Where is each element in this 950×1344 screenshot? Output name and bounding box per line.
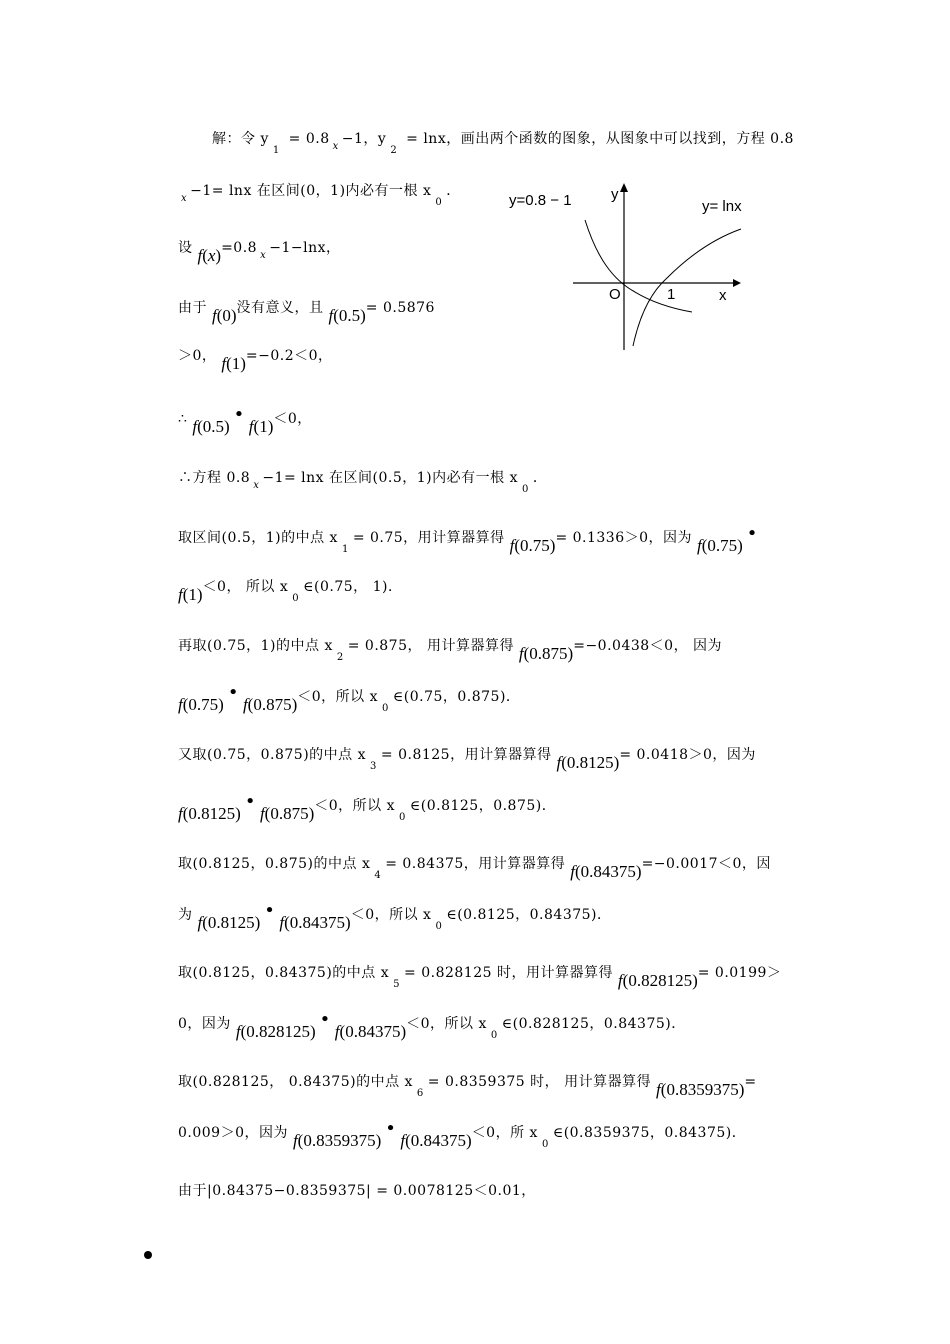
- line-2: $_x$ −1= lnx 在区间(0，1)内必有一根 $x_0$．: [181, 183, 461, 208]
- y-axis-label: y: [611, 186, 619, 203]
- line-8: 取区间(0.5，1)的中点 $x_1= 0.75$，用计算器算得 f(0.75)= 0.1336＞0，因为 f(0.75)•: [178, 523, 758, 555]
- origin-label: O: [609, 286, 621, 303]
- line-17: 0，因为 f(0.828125)•f(0.84375)＜0，所以 $x_0\in(0.828125$，0.84375)．: [178, 1009, 686, 1041]
- line-10: 再取(0.75，1)的中点 $x_2= 0.875$， 用计算器算得 f(0.875)=−0.0438＜0， 因为: [178, 638, 723, 663]
- line-14: 取(0.8125，0.875)的中点 $x_4= 0.84375$，用计算器算得 f(0.84375)=−0.0017＜0，因: [178, 856, 771, 881]
- function-graph: [505, 178, 765, 353]
- line-12: 又取(0.75，0.875)的中点 $x_3= 0.8125$，用计算器算得 f(0.8125)= 0.0418＞0，因为: [178, 747, 756, 772]
- line-11: f(0.75)•f(0.875)＜0，所以 $x_0\in(0.75$，0.875)．: [178, 682, 521, 714]
- bullet-point: [144, 1251, 152, 1259]
- tick-one-label: 1: [667, 286, 676, 303]
- line-15: 为 f(0.8125)•f(0.84375)＜0，所以 $x_0\in(0.8125$，0.84375)．: [178, 900, 612, 932]
- line-19: 0.009＞0，因为 f(0.8359375)•f(0.84375)＜0，所 $x_0\in(0.8359375$，0.84375)．: [178, 1118, 747, 1150]
- line-16: 取(0.8125，0.84375)的中点 $x_5= 0.828125$ 时，用计算器算得 f(0.828125)= 0.0199＞: [178, 965, 782, 990]
- x-axis-label: x: [719, 287, 727, 304]
- line-13: f(0.8125)•f(0.875)＜0，所以 $x_0\in(0.8125$，0.875)．: [178, 791, 557, 823]
- x-axis-arrow: [733, 279, 741, 287]
- line-9: f(1)＜0， 所以 $x_0\in(0.75$， 1)．: [178, 579, 403, 604]
- line-1: 解：令 $y_1 = 0.8$ $_x$ −1，$y_2 = \ln x$，画出两个函数的图象，从图象中可以找到，方程 0.8: [212, 131, 794, 156]
- line-3: 设 f(x)=0.8 $_x$ −1−lnx，: [178, 240, 341, 265]
- y-axis-arrow: [620, 183, 628, 192]
- line-6: ∴ f(0.5)•f(1)＜0，: [178, 404, 312, 436]
- exp-curve: [585, 220, 692, 312]
- line-7: ∴方程 0.8 $_x$ −1= lnx 在区间(0.5，1)内必有一根 $x_0$．: [178, 470, 548, 495]
- exp-curve-label: y=0.8 − 1: [509, 192, 572, 209]
- line-4: 由于 f(0)没有意义，且 f(0.5)= 0.5876: [178, 300, 435, 325]
- line-5: ＞0， f(1)=−0.2＜0，: [178, 348, 333, 373]
- ln-curve-label: y= lnx: [702, 198, 742, 215]
- line-18: 取(0.828125， 0.84375)的中点 $x_6= 0.8359375$ 时， 用计算器算得 f(0.8359375)=: [178, 1074, 757, 1099]
- line-20: 由于|0.84375−0.8359375| = 0.0078125＜0.01，: [178, 1183, 536, 1199]
